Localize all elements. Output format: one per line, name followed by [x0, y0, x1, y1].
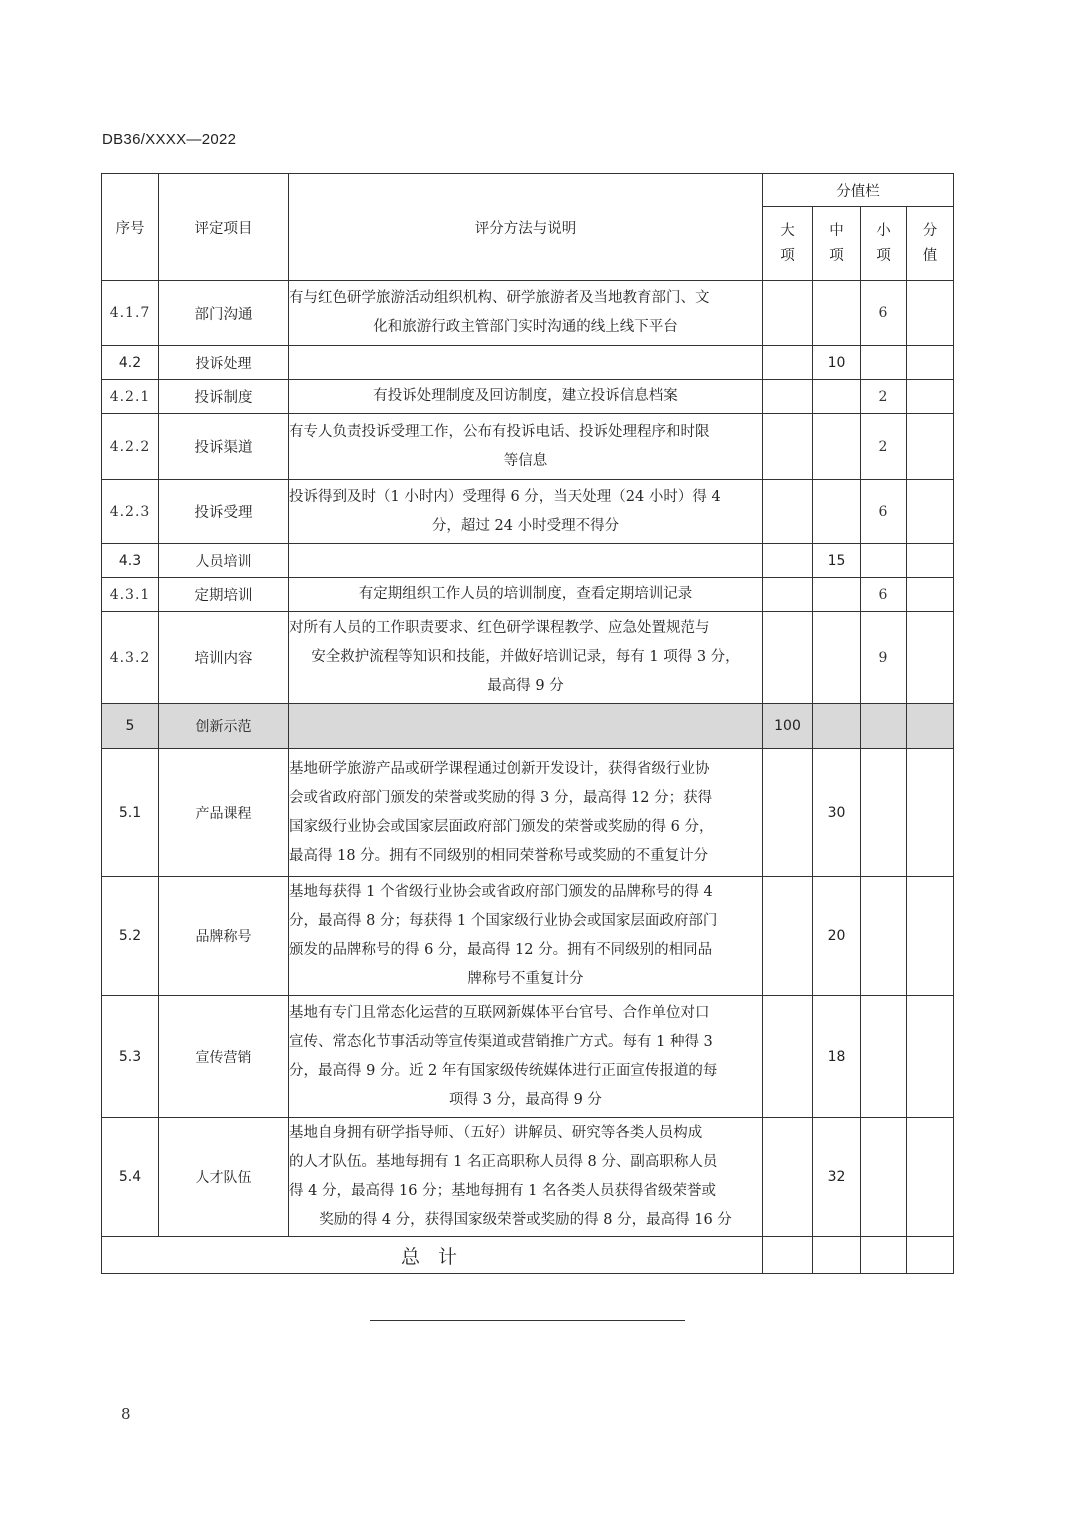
row-evaluation-item: 投诉受理: [159, 480, 289, 544]
row-serial-no: 4.1.7: [102, 281, 159, 346]
row-score-value: [907, 414, 954, 480]
row-score-value: [907, 281, 954, 346]
row-big-item-score: [763, 877, 813, 996]
row-big-item-score: [763, 749, 813, 877]
description-line: 安全救护流程等知识和技能，并做好培训记录，每有 1 项得 3 分，: [311, 649, 740, 665]
row-serial-no: 5: [102, 704, 159, 749]
description-line: 最高得 18 分。拥有不同级别的相同荣誉称号或奖励的不重复计分: [289, 847, 709, 864]
total-label: 总 计: [102, 1237, 763, 1274]
header-score-value: 分 值: [907, 207, 954, 281]
row-scoring-description: [289, 380, 763, 414]
row-small-item-score: 6: [861, 480, 907, 544]
description-line: 有专人负责投诉受理工作，公布有投诉电话、投诉处理程序和时限: [289, 423, 710, 440]
header-serial-no: 序号: [102, 174, 159, 281]
row-small-item-score: [861, 346, 907, 380]
header-mid-item: 中 项: [813, 207, 861, 281]
row-scoring-description: [289, 1118, 763, 1237]
row-serial-no: 4.3.1: [102, 578, 159, 612]
description-line: 国家级行业协会或国家层面政府部门颁发的荣誉或奖励的得 6 分，: [289, 818, 714, 835]
row-mid-item-score: 20: [813, 877, 861, 996]
row-scoring-description: [289, 544, 763, 578]
table-row: [102, 996, 954, 1118]
row-evaluation-item: 产品课程: [159, 749, 289, 877]
row-small-item-score: [861, 704, 907, 749]
row-score-value: [907, 996, 954, 1118]
description-line: 分，最高得 9 分。近 2 年有国家级传统媒体进行正面宣传报道的每: [289, 1062, 718, 1079]
row-small-item-score: [861, 996, 907, 1118]
row-scoring-description: [289, 480, 763, 544]
description-line: 投诉得到及时（1 小时内）受理得 6 分，当天处理（24 小时）得 4: [289, 488, 721, 505]
row-scoring-description: [289, 281, 763, 346]
description-line: 颁发的品牌称号的得 6 分，最高得 12 分。拥有不同级别的相同品: [289, 942, 713, 958]
table-row: [102, 704, 954, 749]
row-big-item-score: 100: [763, 704, 813, 749]
row-scoring-description: [289, 346, 763, 380]
row-small-item-score: [861, 544, 907, 578]
description-line: 项得 3 分，最高得 9 分: [449, 1091, 602, 1108]
row-serial-no: 4.2.1: [102, 380, 159, 414]
description-line: 有与红色研学旅游活动组织机构、研学旅游者及当地教育部门、文: [289, 290, 710, 306]
row-serial-no: 5.1: [102, 749, 159, 877]
row-evaluation-item: 宣传营销: [159, 996, 289, 1118]
description-line: 分，超过 24 小时受理不得分: [431, 517, 620, 534]
row-small-item-score: [861, 877, 907, 996]
row-small-item-score: 9: [861, 612, 907, 704]
description-line: 对所有人员的工作职责要求、红色研学课程教学、应急处置规范与: [289, 620, 710, 636]
row-small-item-score: 6: [861, 578, 907, 612]
row-big-item-score: [763, 1118, 813, 1237]
row-small-item-score: [861, 1118, 907, 1237]
row-serial-no: 4.2: [102, 346, 159, 380]
table-row: [102, 578, 954, 612]
header-small-item: 小 项: [861, 207, 907, 281]
row-score-value: [907, 544, 954, 578]
row-evaluation-item: 投诉渠道: [159, 414, 289, 480]
description-line: 得 4 分，最高得 16 分；基地每拥有 1 名各类人员获得省级荣誉或: [289, 1183, 717, 1199]
total-value-cell: [907, 1237, 954, 1274]
description-line: 有投诉处理制度及回访制度，建立投诉信息档案: [373, 388, 678, 404]
table-row: [102, 414, 954, 480]
row-scoring-description: [289, 996, 763, 1118]
description-line: 的人才队伍。基地每拥有 1 名正高职称人员得 8 分、副高职称人员: [289, 1154, 718, 1170]
row-big-item-score: [763, 380, 813, 414]
description-line: 最高得 9 分: [487, 678, 564, 694]
row-big-item-score: [763, 544, 813, 578]
row-evaluation-item: 人员培训: [159, 544, 289, 578]
row-serial-no: 5.2: [102, 877, 159, 996]
table-row: [102, 612, 954, 704]
row-evaluation-item: 人才队伍: [159, 1118, 289, 1237]
row-scoring-description: [289, 578, 763, 612]
row-big-item-score: [763, 281, 813, 346]
description-line: 会或省政府部门颁发的荣誉或奖励的得 3 分，最高得 12 分；获得: [289, 789, 713, 806]
row-evaluation-item: 品牌称号: [159, 877, 289, 996]
row-mid-item-score: [813, 414, 861, 480]
row-score-value: [907, 877, 954, 996]
table-body: [102, 281, 954, 1237]
row-mid-item-score: 18: [813, 996, 861, 1118]
table-row: [102, 281, 954, 346]
row-serial-no: 5.3: [102, 996, 159, 1118]
table-row: [102, 346, 954, 380]
row-score-value: [907, 612, 954, 704]
header-scoring-method: 评分方法与说明: [289, 174, 763, 281]
row-evaluation-item: 投诉处理: [159, 346, 289, 380]
end-rule: [370, 1320, 685, 1321]
description-line: 有定期组织工作人员的培训制度，查看定期培训记录: [358, 586, 693, 602]
table-row: [102, 877, 954, 996]
row-score-value: [907, 749, 954, 877]
row-big-item-score: [763, 480, 813, 544]
description-line: 奖励的得 4 分，获得国家级荣誉或奖励的得 8 分，最高得 16 分: [319, 1212, 732, 1228]
row-small-item-score: 2: [861, 380, 907, 414]
row-score-value: [907, 578, 954, 612]
row-score-value: [907, 704, 954, 749]
row-scoring-description: [289, 749, 763, 877]
description-line: 等信息: [503, 452, 548, 469]
row-mid-item-score: [813, 612, 861, 704]
table-row: [102, 544, 954, 578]
row-mid-item-score: 15: [813, 544, 861, 578]
row-evaluation-item: 投诉制度: [159, 380, 289, 414]
document-code: DB36/XXXX—2022: [102, 131, 237, 148]
row-serial-no: 4.2.3: [102, 480, 159, 544]
description-line: 化和旅游行政主管部门实时沟通的线上线下平台: [373, 319, 678, 335]
row-mid-item-score: [813, 380, 861, 414]
description-line: 基地每获得 1 个省级行业协会或省政府部门颁发的品牌称号的得 4: [289, 884, 713, 900]
row-scoring-description: [289, 612, 763, 704]
table-row: [102, 1118, 954, 1237]
row-serial-no: 4.2.2: [102, 414, 159, 480]
row-big-item-score: [763, 414, 813, 480]
table-row: [102, 480, 954, 544]
description-line: 基地有专门且常态化运营的互联网新媒体平台官号、合作单位对口: [289, 1004, 710, 1021]
description-line: 基地自身拥有研学指导师、（五好）讲解员、研究等各类人员构成: [289, 1125, 703, 1141]
row-serial-no: 5.4: [102, 1118, 159, 1237]
row-score-value: [907, 346, 954, 380]
row-big-item-score: [763, 996, 813, 1118]
row-scoring-description: [289, 704, 763, 749]
total-small-cell: [861, 1237, 907, 1274]
total-big-cell: [763, 1237, 813, 1274]
row-small-item-score: [861, 749, 907, 877]
row-evaluation-item: 培训内容: [159, 612, 289, 704]
table-row: [102, 380, 954, 414]
row-big-item-score: [763, 612, 813, 704]
row-mid-item-score: [813, 578, 861, 612]
row-scoring-description: [289, 414, 763, 480]
row-score-value: [907, 480, 954, 544]
row-score-value: [907, 380, 954, 414]
row-big-item-score: [763, 346, 813, 380]
row-big-item-score: [763, 578, 813, 612]
row-serial-no: 4.3.2: [102, 612, 159, 704]
row-small-item-score: 6: [861, 281, 907, 346]
row-serial-no: 4.3: [102, 544, 159, 578]
table-row: [102, 749, 954, 877]
row-mid-item-score: [813, 281, 861, 346]
row-evaluation-item: 创新示范: [159, 704, 289, 749]
row-mid-item-score: [813, 704, 861, 749]
scoring-table: [101, 173, 954, 1274]
row-mid-item-score: [813, 480, 861, 544]
row-small-item-score: 2: [861, 414, 907, 480]
row-scoring-description: [289, 877, 763, 996]
total-mid-cell: [813, 1237, 861, 1274]
page-number: 8: [121, 1405, 131, 1423]
header-score-column-group: 分值栏: [763, 174, 954, 207]
row-mid-item-score: 30: [813, 749, 861, 877]
description-line: 宣传、常态化节事活动等宣传渠道或营销推广方式。每有 1 种得 3: [289, 1033, 713, 1050]
row-mid-item-score: 32: [813, 1118, 861, 1237]
row-evaluation-item: 部门沟通: [159, 281, 289, 346]
row-evaluation-item: 定期培训: [159, 578, 289, 612]
description-line: 分，最高得 8 分；每获得 1 个国家级行业协会或国家层面政府部门: [289, 913, 718, 929]
description-line: 牌称号不重复计分: [467, 971, 584, 987]
header-evaluation-item: 评定项目: [159, 174, 289, 281]
row-mid-item-score: 10: [813, 346, 861, 380]
row-score-value: [907, 1118, 954, 1237]
description-line: 基地研学旅游产品或研学课程通过创新开发设计，获得省级行业协: [289, 760, 710, 777]
header-big-item: 大 项: [763, 207, 813, 281]
